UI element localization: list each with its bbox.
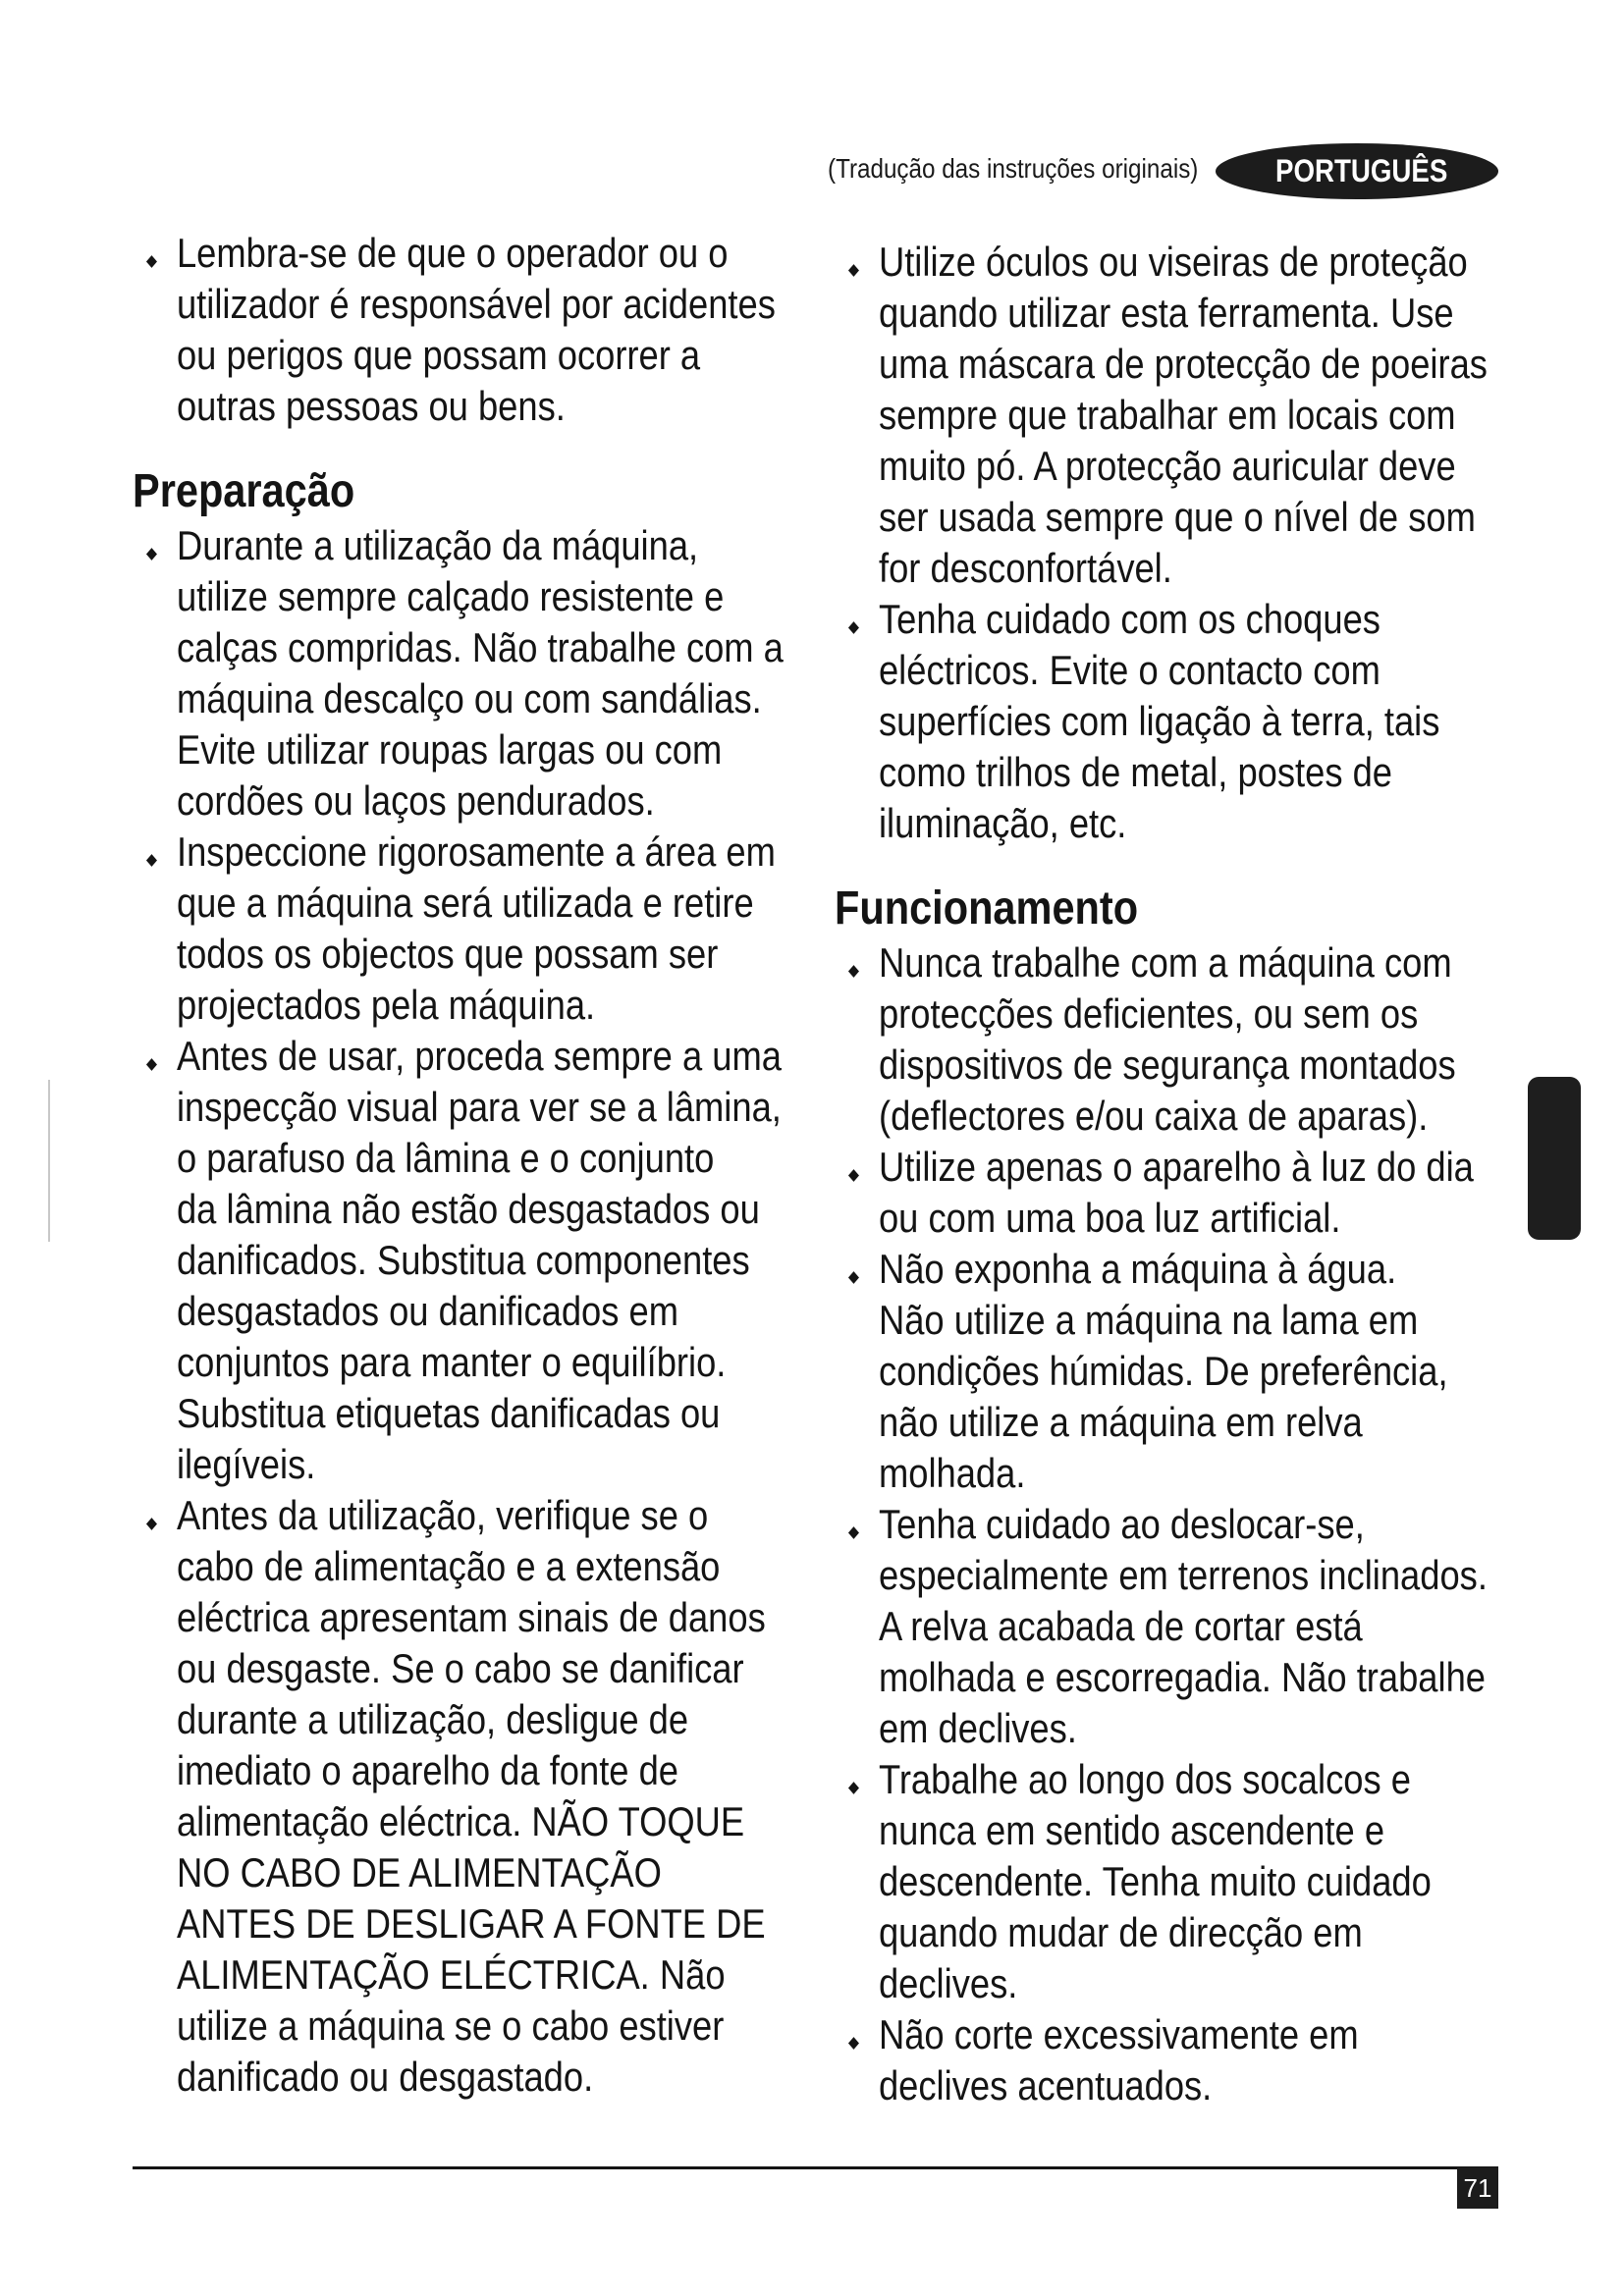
right-column-content [835, 237, 1507, 2111]
list-item-text: Tenha cuidado ao deslocar-se, especialmente em terrenos inclinados. A relva acabada de cortar está molhada e escorregadia. Não trabalhe em declives. [878, 1501, 1488, 1751]
list-item-text: Nunca trabalhe com a máquina com protecções deficientes, ou sem os dispositivos de segurança montados (deflectores e/ou caixa de aparas). [878, 939, 1456, 1139]
bullet-diamond-icon [848, 2037, 859, 2050]
list-item [133, 228, 805, 432]
footer-rule [133, 2166, 1498, 2169]
list-item-text: Durante a utilização da máquina, utilize sempre calçado resistente e calças compridas. Não trabalhe com a máquina descalço ou com sandálias. Evite utilizar roupas largas ou com cordões ou laços pendurados. [176, 522, 784, 824]
bullet-diamond-icon [146, 255, 157, 268]
list-item [835, 937, 1507, 1142]
list-item-text: Tenha cuidado com os choques eléctricos. Evite o contacto com superfícies com ligação à terra, tais como trilhos de metal, postes de iluminação, etc. [878, 596, 1440, 846]
language-badge [1216, 143, 1498, 199]
list-item-text: Antes de usar, proceda sempre a uma inspecção visual para ver se a lâmina, o parafuso da lâmina e o conjunto da lâmina não estão desgastados ou danificados. Substitua componentes desgastados ou danificados em conjuntos para manter o equilíbrio. Substitua etiquetas danificadas ou ilegíveis. [176, 1033, 782, 1487]
list-item-text: Utilize óculos ou viseiras de proteção quando utilizar esta ferramenta. Use uma máscara de protecção de poeiras sempre que trabalhar em locais com muito pó. A protecção auricular deve ser usada sempre que o nível de som for desconfortável. [878, 239, 1488, 591]
bullet-diamond-icon [146, 548, 157, 561]
left-column [133, 228, 806, 2103]
list-item [835, 1754, 1507, 2009]
bullet-diamond-icon [146, 1518, 157, 1530]
list-item-text: Antes da utilização, verifique se o cabo de alimentação e a extensão eléctrica apresentam sinais de danos ou desgaste. Se o cabo se danificar durante a utilização, desligue de imediato o aparelho da fonte de alimentação eléctrica. NÃO TOQUE NO CABO DE ALIMENTAÇÃO ANTES DE DESLIGAR A FONTE DE ALIMENTAÇÃO ELÉCTRICA. Não utilize a máquina se o cabo estiver danificado ou desgastado. [176, 1492, 766, 2100]
list-item-text: Não corte excessivamente em declives acentuados. [878, 2011, 1359, 2109]
left-margin-line [48, 1080, 50, 1242]
list-item [835, 1244, 1507, 1499]
list-item [133, 1490, 805, 2103]
bullet-diamond-icon [848, 621, 859, 634]
list-item-text: Inspeccione rigorosamente a área em que a máquina será utilizada e retire todos os objectos que possam ser projectados pela máquina. [176, 828, 776, 1028]
list-item [133, 1031, 805, 1490]
bullet-diamond-icon [848, 264, 859, 277]
bullet-diamond-icon [848, 1526, 859, 1539]
bullet-diamond-icon [146, 1058, 157, 1071]
page-number: 71 [1457, 2167, 1498, 2209]
list-item [133, 827, 805, 1031]
bullet-diamond-icon [848, 965, 859, 978]
list-item [835, 594, 1507, 849]
list-item [835, 1499, 1507, 1754]
list-item-text: Lembra-se de que o operador ou o utilizador é responsável por acidentes ou perigos que possam ocorrer a outras pessoas ou bens. [176, 230, 776, 429]
section-heading-funcionamento: Funcionamento [835, 882, 1139, 934]
section-heading-preparacao: Preparação [133, 465, 355, 517]
list-item [835, 2009, 1507, 2111]
language-badge-label: PORTUGUÊS [1275, 153, 1448, 188]
list-item-text: Utilize apenas o aparelho à luz do dia ou com uma boa luz artificial. [878, 1144, 1474, 1241]
left-column-content [133, 228, 805, 2103]
translation-note: (Tradução das instruções originais) [828, 153, 1199, 184]
bullet-diamond-icon [848, 1782, 859, 1794]
list-item-text: Trabalhe ao longo dos socalcos e nunca em sentido ascendente e descendente. Tenha muito cuidado quando mudar de direcção em declives. [878, 1756, 1432, 2006]
bullet-diamond-icon [146, 854, 157, 867]
list-item [835, 1142, 1507, 1244]
list-item [133, 520, 805, 827]
bullet-diamond-icon [848, 1169, 859, 1182]
section-thumb-tab [1528, 1077, 1581, 1240]
bullet-diamond-icon [848, 1271, 859, 1284]
list-item [835, 237, 1507, 594]
right-column [835, 237, 1508, 2111]
list-item-text: Não exponha a máquina à água. Não utilize a máquina na lama em condições húmidas. De preferência, não utilize a máquina em relva molhada. [878, 1246, 1448, 1496]
